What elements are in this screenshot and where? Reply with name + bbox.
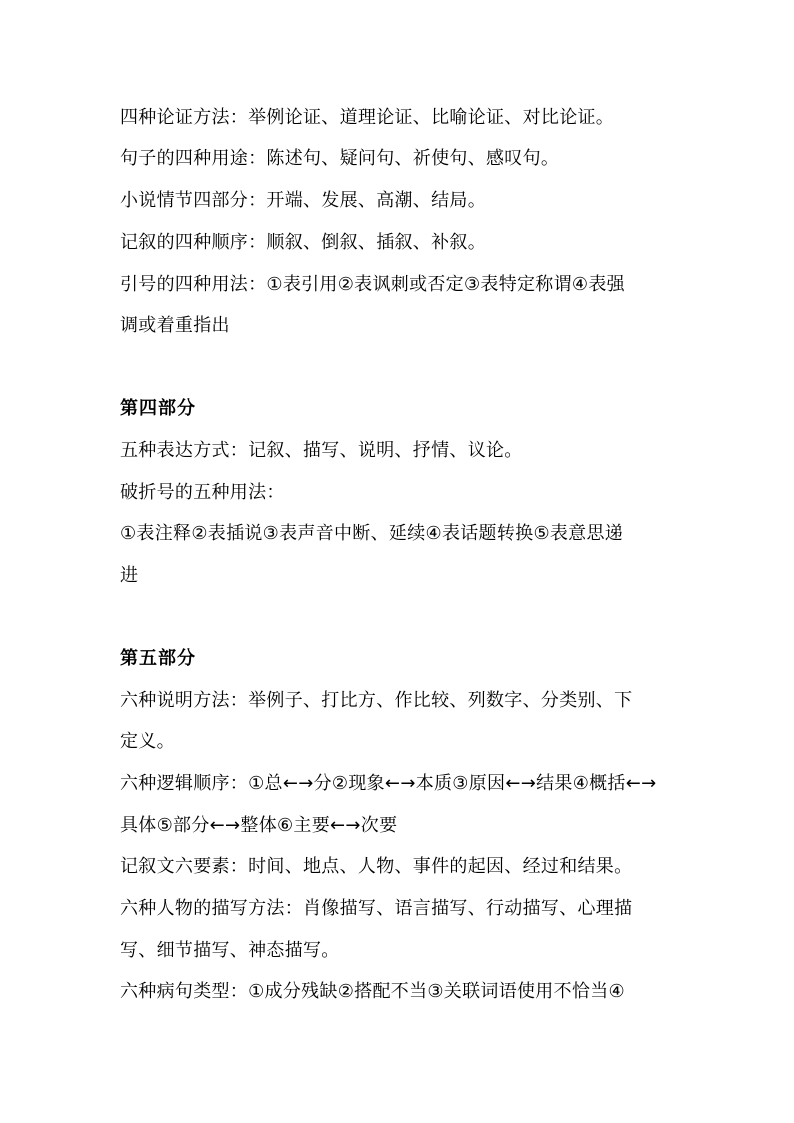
text-line: 六种逻辑顺序：①总←→分②现象←→本质③原因←→结果④概括←→ [120, 773, 657, 794]
text-line: 定义。 [120, 731, 175, 752]
text-line: 六种病句类型：①成分残缺②搭配不当③关联词语使用不恰当④ [120, 981, 625, 1002]
text-line: 进 [120, 565, 139, 586]
text-line: ①表注释②表插说③表声音中断、延续④表话题转换⑤表意思递 [120, 523, 624, 544]
text-line: 小说情节四部分：开端、发展、高潮、结局。 [120, 190, 486, 211]
text-line: 记叙的四种顺序：顺叙、倒叙、插叙、补叙。 [120, 232, 486, 253]
text-line: 写、细节描写、神态描写。 [120, 940, 340, 961]
section-heading: 第五部分 [120, 648, 196, 669]
text-line: 六种人物的描写方法：肖像描写、语言描写、行动描写、心理描 [120, 898, 633, 919]
text-line: 六种说明方法：举例子、打比方、作比较、列数字、分类别、下 [120, 690, 633, 711]
text-line: 记叙文六要素：时间、地点、人物、事件的起因、经过和结果。 [120, 856, 633, 877]
text-line: 五种表达方式：记叙、描写、说明、抒情、议论。 [120, 440, 523, 461]
text-line: 句子的四种用途：陈述句、疑问句、祈使句、感叹句。 [120, 148, 560, 169]
text-line: 四种论证方法：举例论证、道理论证、比喻论证、对比论证。 [120, 107, 615, 128]
text-line: 引号的四种用法：①表引用②表讽刺或否定③表特定称谓④表强 [120, 274, 625, 295]
text-line: 破折号的五种用法： [120, 482, 285, 503]
text-line: 调或着重指出 [120, 315, 230, 336]
section-heading: 第四部分 [120, 398, 196, 419]
text-line: 具体⑤部分←→整体⑥主要←→次要 [120, 815, 398, 836]
